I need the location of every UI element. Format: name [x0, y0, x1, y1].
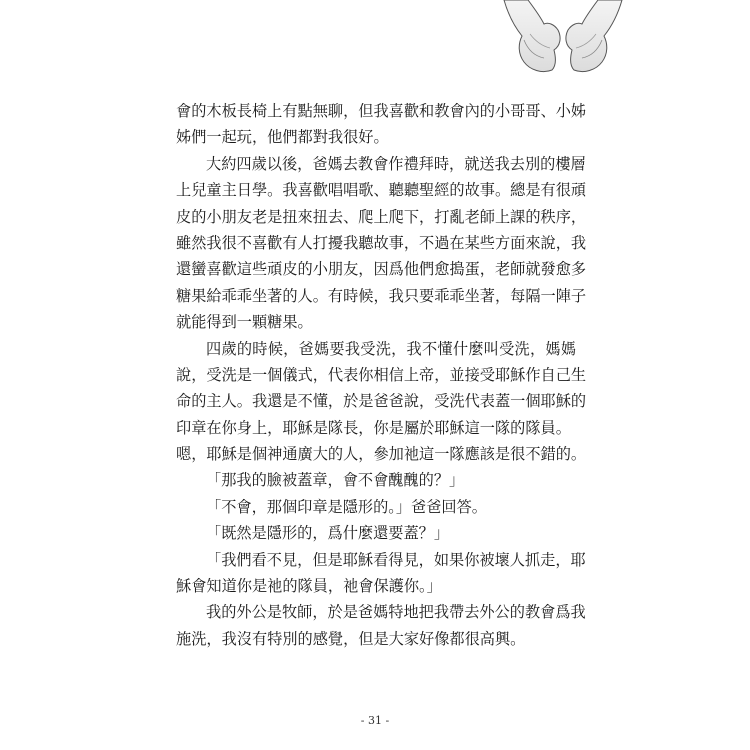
- dialogue-line: 「我們看不見，但是耶穌看得見，如果你被壞人抓走，耶: [206, 550, 586, 569]
- text-line: 四歲的時候，爸媽要我受洗，我不懂什麼叫受洗，媽媽: [206, 339, 576, 358]
- text-line: 雖然我很不喜歡有人打擾我聽故事，不過在某些方面來說，我: [176, 233, 587, 252]
- page-number: - 31 -: [360, 714, 390, 727]
- text-line: 說，受洗是一個儀式，代表你相信上帝，並接受耶穌作自己生: [176, 365, 587, 384]
- text-line: 皮的小朋友老是扭來扭去、爬上爬下，打亂老師上課的秩序，: [176, 207, 587, 226]
- text-line: 大約四歲以後，爸媽去教會作禮拜時，就送我去別的樓層: [206, 154, 586, 173]
- text-line: 印章在你身上，耶穌是隊長，你是屬於耶穌這一隊的隊員。: [176, 418, 571, 437]
- body-text: [176, 98, 587, 652]
- dialogue-line: 「既然是隱形的，爲什麼還要蓋？」: [206, 524, 449, 543]
- text-line: 命的主人。我還是不懂，於是爸爸說，受洗代表蓋一個耶穌的: [176, 392, 587, 411]
- open-hands-illustration: [498, 0, 628, 82]
- text-line: 會的木板長椅上有點無聊，但我喜歡和教會內的小哥哥、小姊: [176, 102, 587, 120]
- text-line: 我的外公是牧師，於是爸媽特地把我帶去外公的教會爲我: [206, 603, 586, 622]
- dialogue-line: 「那我的臉被蓋章，會不會醜醜的？」: [206, 471, 465, 490]
- text-line: 糖果給乖乖坐著的人。有時候，我只要乖乖坐著，每隔一陣子: [176, 286, 587, 305]
- text-line: 還蠻喜歡這些頑皮的小朋友，因爲他們愈搗蛋，老師就發愈多: [176, 260, 587, 279]
- text-line: 就能得到一顆糖果。: [176, 313, 313, 332]
- text-line: 嗯，耶穌是個神通廣大的人，參加祂這一隊應該是很不錯的。: [176, 445, 587, 464]
- text-line: 姊們一起玩，他們都對我很好。: [176, 128, 389, 147]
- dialogue-line: 穌會知道你是祂的隊員，祂會保護你。」: [176, 577, 442, 596]
- dialogue-line: 「不會，那個印章是隱形的。」爸爸回答。: [206, 497, 487, 516]
- text-line: 施洗，我沒有特別的感覺，但是大家好像都很高興。: [176, 629, 526, 648]
- text-line: 上兒童主日學。我喜歡唱唱歌、聽聽聖經的故事。總是有很頑: [176, 181, 587, 200]
